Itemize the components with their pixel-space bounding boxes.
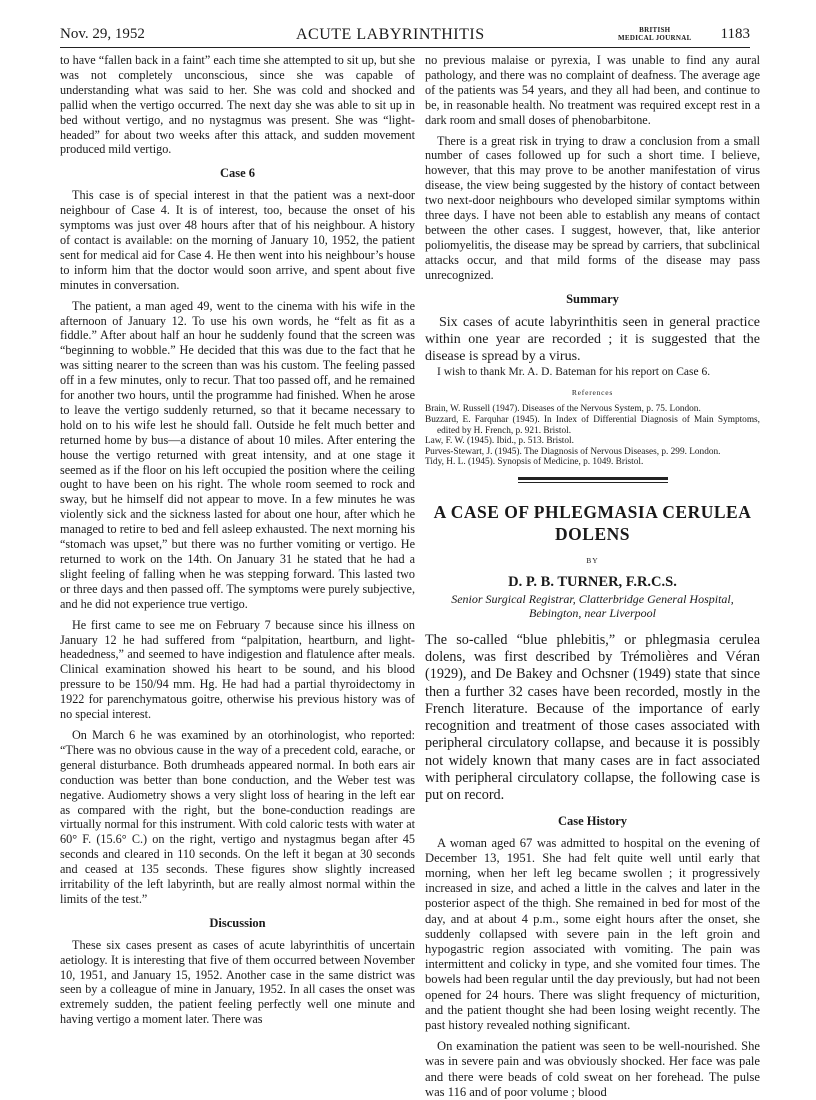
issue-date: Nov. 29, 1952	[60, 26, 145, 42]
left-column	[60, 53, 415, 1027]
reference-item: Tidy, H. L. (1945). Synopsis of Medicine, p. 1049. Bristol.	[425, 457, 644, 468]
running-header	[60, 26, 750, 46]
affiliation-line1: Senior Surgical Registrar, Clatterbridge General Hospital,	[451, 591, 734, 606]
byline-by: BY	[586, 555, 599, 565]
paragraph: These six cases present as cases of acute labyrinthitis of uncertain aetiology. It is interesting that five of them occurred between November 10, 1951, and January 15, 1952. Another case in the same district was seen by a colleague of mine in January, 1952. In all cases the onset was extremely sudden, the patient feeling perfectly well one minute and having vertigo a moment later. There was	[60, 937, 415, 1027]
author-name: D. P. B. TURNER, F.R.C.S.	[508, 573, 677, 590]
reference-item: Purves-Stewart, J. (1945). The Diagnosis of Nervous Diseases, p. 299. London.	[425, 446, 721, 457]
paragraph: On March 6 he was examined by an otorhinologist, who reported: “There was no obvious cause in the way of a precedent cold, earache, or general disturbance. Both drumheads appeared normal. In both ears air conduction was better than bone conduction, and the Weber test was negative. Audiometry shows a very slight loss of hearing in the left ear as compared with the right, but the bone-conduction readings are virtually normal for this instrument. With cold caloric tests with water at 60° F. (15.6° C.) on the right, vertigo and nystagmus began after 45 seconds and cleared in 110 seconds. On the left it began at 30 seconds and ceased at 135 seconds. These figures show slightly increased irritability of the left labyrinth, but are really almost normal within the limits of the test.”	[60, 727, 415, 906]
journal-name	[618, 26, 692, 42]
paragraph: to have “fallen back in a faint” each time she attempted to sit up, but she was not completely unconscious, since she was capable of understanding what was said to her. She was cold and shocked and pallid when the vertigo occurred. The next day she was able to sit up in bed without vertigo, and no nystagmus was present. She was “light-headed” for about two weeks after this attack, and sudden movement produced mild vertigo.	[60, 53, 415, 157]
reference-item: Brain, W. Russell (1947). Diseases of the Nervous System, p. 75. London.	[425, 404, 701, 415]
summary-block	[425, 314, 760, 365]
case-history-body	[425, 836, 760, 1100]
running-title: ACUTE LABYRINTHITIS	[296, 26, 485, 43]
references-heading: References	[571, 388, 614, 398]
references-list	[425, 404, 760, 468]
page-number: 1183	[720, 26, 750, 42]
article-title	[425, 501, 760, 545]
paragraph: The patient, a man aged 49, went to the cinema with his wife in the afternoon of January 12. To use his own words, he “felt as fit as a fiddle.” After about half an hour he suddenly found that the screen was “beginning to wobble.” He decided that this was due to the fact that he was sitting nearer to the screen than was his custom. The feeling passed off in a few minutes, only to recur. That too passed off, and he remained for another two hours, until the programme had finished. When he arose to leave the vertigo suddenly returned, so that it became necessary to hold on to his wife lest he should fall. Outside he felt much better and returned home by bus—a distance of about 10 miles. After entering the house the vertigo returned with great intensity, and at one stage it seemed as if the floor on his left occupied the position where the ceiling ought to have been on his right. The whole room seemed to rock and sway, but he himself did not appear to move. In a few minutes he was violently sick and the sickness lasted for about one hour, after which he managed to retire to bed and fell asleep exhausted. The next morning his “stomach was upset,” but there was no further vomiting or vertigo. He returned to work on the 14th. On January 31 he stated that he had a slight feeling of falling when he was stepping forward. This lasted two or three days and then passed off. The symptoms were purely subjective, and he did not experience true vertigo.	[60, 298, 415, 611]
article-title-line2: DOLENS	[555, 523, 630, 544]
intro-paragraph: The so-called “blue phlebitis,” or phlegmasia cerulea dolens, was first described by Trémolières and Véran (1929), and De Bakey and Ochsner (1949) state that since then a further 32 cases have been recorded, mostly in the French literature. Because of the importance of early recognition and treatment of those cases associated with peripheral circulatory collapse, and because it is possibly not widely known that many cases are in fact associated with peripheral circulatory collapse, the following case is put on record.	[425, 631, 760, 804]
paragraph: A woman aged 67 was admitted to hospital on the evening of December 13, 1951. She had felt quite well until early that morning, when her left leg became swollen ; it progressively increased in size, and ached a little in the calves and later in the posterior aspect of the thigh. She remained in bed for most of the day, and at about 4 p.m., some eight hours after the onset, she suddenly collapsed with severe pain in the left groin and hypogastric region associated with vomiting. The pain was intermittent and colicky in type, and she vomited four times. The bowels had been regular until the day previously, but had not been opened for 24 hours. There was slight frequency of micturition, and the patient thought she had been losing weight recently. The past history revealed nothing significant.	[425, 835, 760, 1032]
summary-heading: Summary	[566, 291, 619, 306]
reference-item: Buzzard, E. Farquhar (1945). In Index of Differential Diagnosis of Main Symptoms, edited by H. French, p. 921. Bristol.	[425, 414, 760, 436]
article-intro	[425, 632, 760, 805]
case-history-heading: Case History	[557, 813, 628, 828]
section-divider	[518, 477, 668, 483]
reference-item: Law, F. W. (1945). Ibid., p. 513. Bristol.	[425, 436, 574, 447]
author-affiliation	[425, 592, 760, 620]
paragraph: no previous malaise or pyrexia, I was unable to find any aural pathology, and there was no complaint of deafness. The average age of the patients was 54 years, and they all had been, and continue to be, in reasonable health. No treatment was required except rest in a dark room and small doses of phenobarbitone.	[425, 53, 760, 127]
header-rule	[60, 47, 750, 48]
paragraph: On examination the patient was seen to be well-nourished. She was in severe pain and was obviously shocked. Her face was pale and there were beads of cold sweat on her forehead. The pulse was 116 and of poor volume ; blood	[425, 1039, 760, 1099]
summary-text: Six cases of acute labyrinthitis seen in general practice within one year are recorded ; it is suggested that the disease is spread by a virus.	[425, 314, 760, 364]
affiliation-line2: Bebington, near Liverpool	[529, 605, 656, 620]
acknowledgement: I wish to thank Mr. A. D. Bateman for his report on Case 6.	[437, 365, 711, 378]
article-title-line1: A CASE OF PHLEGMASIA CERULEA	[433, 501, 752, 522]
journal-name-line2: MEDICAL JOURNAL	[618, 34, 692, 42]
paragraph: This case is of special interest in that the patient was a next-door neighbour of Case 4. It is of interest, too, because the onset of his symptoms was just over 48 hours after that of his neighbour. A history of contact is available: on the morning of January 10, 1952, the patient sent for medical aid for Case 4. He then went into his neighbour’s house to inform him that the doctor would soon arrive, and spent about five minutes in conversation.	[60, 188, 415, 292]
paragraph: He first came to see me on February 7 because since his illness on January 12 he had suffered from “palpitation, heartburn, and light-headedness,” and seemed to have indigestion and flatulence after meals. Clinical examination showed his heart to be sound, and his blood pressure to be 150/94 mm. Hg. He had had a partial thyroidectomy in 1922 for parenchymatous goitre, otherwise his previous history was of no special interest.	[60, 617, 415, 722]
paragraph: There is a great risk in trying to draw a conclusion from a small number of cases followed up for such a short time. I believe, however, that this may prove to be another manifestation of virus disease, the view being suggested by the history of contact between two next-door neighbours who developed similar symptoms within three days. I have not been able to establish any means of contact between the other cases. I suggest, however, that, like anterior poliomyelitis, the disease may be spread by carriers, that subclinical attacks occur, and that mild forms of the disease may pass unrecognized.	[425, 133, 760, 282]
case6-heading: Case 6	[219, 166, 256, 181]
right-column	[425, 53, 760, 1100]
discussion-heading: Discussion	[209, 915, 266, 930]
journal-name-line1: BRITISH	[639, 26, 671, 34]
